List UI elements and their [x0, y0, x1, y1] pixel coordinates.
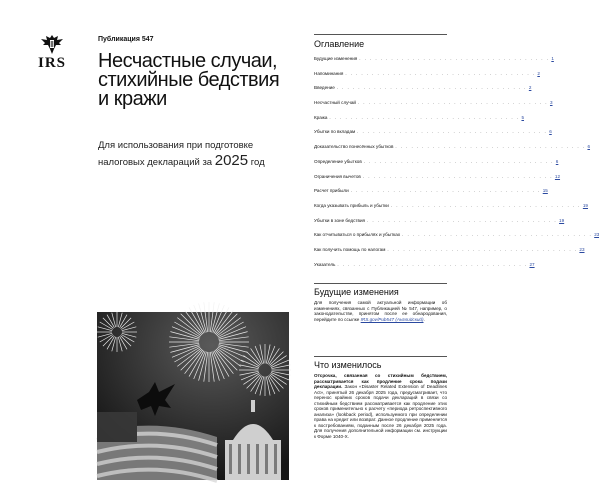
future-developments-section — [314, 283, 447, 322]
changes-body — [314, 373, 447, 440]
table-of-contents — [314, 34, 599, 275]
toc-item-label: Кража — [314, 114, 328, 120]
subtitle-line-1: Для использования при подготовке — [98, 140, 254, 151]
toc-item-label: Как получить помощь по налогам — [314, 246, 386, 252]
toc-leader-dots: . . . . . . . . . . . . . . . . . . . . . . . . . . . . . . . . . . . . — [367, 217, 558, 223]
toc-page-link[interactable]: 23 — [594, 232, 599, 238]
toc-item[interactable] — [314, 187, 548, 202]
toc-item-label: Введение — [314, 85, 335, 91]
toc-page-link[interactable]: 23 — [579, 246, 585, 252]
toc-leader-dots: . . . . . . . . . . . . . . . . . . . . . . . . . . . . . . . . . . . . — [357, 100, 548, 106]
toc-leader-dots: . . . . . . . . . . . . . . . . . . . . . . . . . . . . . . . . . . . . — [402, 232, 593, 238]
toc-leader-dots: . . . . . . . . . . . . . . . . . . . . . . . . . . . . . . . . . . . . — [387, 246, 578, 252]
toc-item[interactable] — [314, 158, 559, 173]
toc-item[interactable] — [314, 231, 599, 246]
toc-item-label: Напоминания — [314, 70, 344, 76]
toc-page-link[interactable]: 19 — [559, 217, 565, 223]
toc-item-label: Как отчитываться о прибылях и убытках — [314, 232, 401, 238]
toc-leader-dots: . . . . . . . . . . . . . . . . . . . . . . . . . . . . . . . . . . . . — [363, 158, 554, 164]
page-title: Несчастные случаи, стихийные бедствия и кражи — [98, 50, 280, 110]
toc-item-label: Будущие изменения — [314, 56, 358, 61]
toc-page-link[interactable]: 15 — [542, 188, 548, 194]
toc-leader-dots: . . . . . . . . . . . . . . . . . . . . . . . . . . . . . . . . . . . . — [395, 144, 586, 150]
toc-page-link[interactable]: 2 — [537, 70, 540, 76]
toc-leader-dots: . . . . . . . . . . . . . . . . . . . . . . . . . . . . . . . . . . . . — [362, 173, 553, 179]
toc-item[interactable] — [314, 143, 591, 158]
toc-item-label: Указатель — [314, 261, 336, 267]
subtitle-prefix: налоговых деклараций за — [98, 157, 215, 168]
irs-logo — [33, 33, 71, 71]
toc-leader-dots: . . . . . . . . . . . . . . . . . . . . . . . . . . . . . . . . . . . . — [345, 70, 536, 76]
subtitle-line-2 — [98, 153, 298, 170]
toc-item-label: Убытки в зоне бедствия — [314, 217, 366, 223]
toc-item-label: Несчастный случай — [314, 100, 356, 106]
future-text: Для получения самой актуальной информации об изменениях, связанных с Публикацией № 547, например, о законодательстве, принятом после ее обнародования, перейдите по ссылке — [314, 300, 447, 322]
toc-page-link[interactable]: 6 — [555, 158, 559, 164]
toc-item[interactable] — [314, 99, 553, 114]
toc-item-label: Определение убытков — [314, 158, 362, 164]
subtitle — [98, 138, 298, 170]
toc-item[interactable] — [314, 70, 540, 85]
toc-item[interactable] — [314, 128, 552, 143]
toc-page-link[interactable]: 2 — [528, 85, 532, 91]
subtitle-suffix: год — [248, 157, 265, 168]
toc-item-label: Когда указывать прибыль и убытки — [314, 202, 389, 208]
toc-item[interactable] — [314, 261, 535, 276]
tax-year: 2025 — [214, 152, 249, 169]
toc-leader-dots: . . . . . . . . . . . . . . . . . . . . . . . . . . . . . . . . . . . . — [390, 202, 581, 208]
cover-artwork — [97, 312, 289, 480]
toc-leader-dots: . . . . . . . . . . . . . . . . . . . . . . . . . . . . . . . . . . . . — [329, 114, 520, 120]
cover-illustration — [97, 312, 289, 480]
toc-leader-dots: . . . . . . . . . . . . . . . . . . . . . . . . . . . . . . . . . . . . — [350, 188, 541, 194]
toc-page-link[interactable]: 3 — [549, 100, 553, 106]
toc-page-link[interactable]: 6 — [587, 144, 591, 150]
irs-logo-text: IRS — [37, 55, 66, 71]
toc-item[interactable] — [314, 173, 561, 188]
eagle-icon — [39, 33, 65, 55]
changes-title: Что изменилось — [314, 356, 447, 370]
toc-item[interactable] — [314, 55, 554, 70]
toc-page-link[interactable]: 12 — [554, 173, 561, 179]
toc-item[interactable] — [314, 202, 588, 217]
toc-item-label: Ограничения вычетов — [314, 173, 361, 179]
publication-number: Публикация 547 — [98, 36, 154, 43]
toc-page-link[interactable]: 19 — [582, 202, 588, 208]
toc-page-link[interactable]: 27 — [529, 261, 535, 267]
whats-new-section — [314, 356, 447, 440]
toc-item[interactable] — [314, 84, 532, 99]
toc-item-label: Расчет прибыли — [314, 188, 349, 194]
toc-list — [314, 55, 599, 275]
toc-page-link[interactable]: 1 — [551, 56, 554, 61]
toc-leader-dots: . . . . . . . . . . . . . . . . . . . . . . . . . . . . . . . . . . . . — [336, 85, 527, 91]
toc-item-label: Убытки по вкладам — [314, 129, 356, 135]
future-body — [314, 300, 447, 322]
future-end: . — [423, 316, 425, 322]
toc-item[interactable] — [314, 246, 585, 261]
toc-title: Оглавление — [314, 34, 447, 55]
pub547-link[interactable]: IRS.gov/Pub547 (Английский) — [360, 316, 424, 322]
changes-lead: Отсрочка, связанная со стихийным бедствием, рассматривается как продление срока подачи декларации. — [314, 373, 447, 390]
toc-item[interactable] — [314, 217, 565, 232]
toc-leader-dots: . . . . . . . . . . . . . . . . . . . . . . . . . . . . . . . . . . . . — [359, 56, 550, 61]
future-title: Будущие изменения — [314, 283, 447, 297]
toc-page-link[interactable]: 6 — [549, 129, 552, 135]
toc-item-label: Доказательство понесённых убытков — [314, 144, 394, 150]
toc-item[interactable] — [314, 114, 525, 129]
toc-leader-dots: . . . . . . . . . . . . . . . . . . . . . . . . . . . . . . . . . . . . — [337, 261, 528, 267]
changes-text: Закон «Disaster Related Extension of Deadlines Act», принятый 26 декабря 2025 года, предусматривает, что перенос крайних сроков подачи деклараций в связи со стихийным бедствием рассматривается как продление этих сроков применительно к расчету «периода ретроспективного анализа» (lookback period), используемого при определении права на кредит или возврат. Данное продление применяется к востребованиям, поданным после 26 декабря 2025 года. Для получения дополнительной информации см. инструкции к Форме 1040-X. — [314, 384, 447, 440]
toc-leader-dots: . . . . . . . . . . . . . . . . . . . . . . . . . . . . . . . . . . . . — [357, 129, 548, 135]
toc-page-link[interactable]: 5 — [521, 114, 525, 120]
